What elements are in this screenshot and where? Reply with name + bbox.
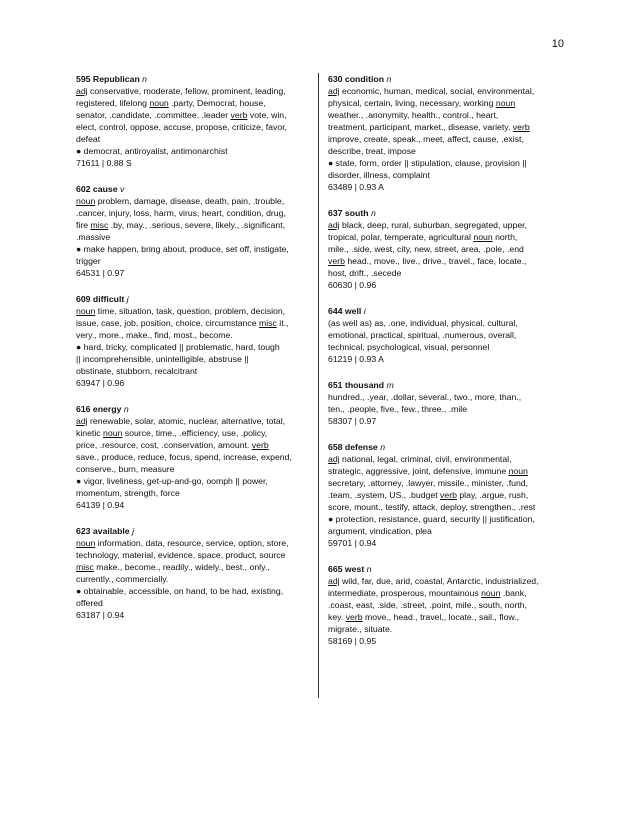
- entry-line: [76, 305, 316, 317]
- entry-word: cause: [92, 184, 118, 194]
- entry-line: [328, 391, 568, 403]
- entry-line: [328, 465, 568, 477]
- collocate-text: argument, vindication, plea: [328, 526, 432, 536]
- entry-part-of-speech: j: [126, 294, 129, 304]
- entry-headword: [328, 305, 568, 317]
- entry-line: [76, 255, 316, 267]
- dictionary-entry: [328, 379, 568, 427]
- dictionary-entry: [328, 563, 568, 647]
- entry-line: [328, 219, 568, 231]
- collocate-pos-label: misc: [76, 562, 94, 572]
- entry-part-of-speech: n: [123, 404, 129, 414]
- entry-word: well: [344, 306, 362, 316]
- collocate-text: very., more., make., find, most., become.: [76, 330, 233, 340]
- collocate-pos-label: noun: [473, 232, 493, 242]
- collocate-text: 63947 | 0.96: [76, 378, 125, 388]
- collocate-text: 64531 | 0.97: [76, 268, 125, 278]
- collocate-pos-label: misc: [259, 318, 277, 328]
- dictionary-entry: [76, 183, 316, 279]
- collocate-text: defeat: [76, 134, 101, 144]
- dictionary-entry: [328, 441, 568, 549]
- entry-rank: 616: [76, 404, 91, 414]
- entry-line: [328, 267, 568, 279]
- collocate-text: 71611 | 0.88 S: [76, 158, 132, 168]
- entry-line: [76, 121, 316, 133]
- collocate-text: head., move., live., drive., travel., face, locate.,: [344, 256, 527, 266]
- collocate-text: 60630 | 0.96: [328, 280, 377, 290]
- collocate-text: score, mount., testify, attack, deploy, strengthen., .rest: [328, 502, 536, 512]
- entry-line: [76, 365, 316, 377]
- entry-line: [76, 475, 316, 487]
- collocate-text: source, time., .efficiency, use, .policy,: [122, 428, 268, 438]
- left-column: [76, 73, 316, 635]
- collocate-text: mile., .side, west, city, new, street, area, .pole, .end: [328, 244, 524, 254]
- entry-line: [76, 133, 316, 145]
- collocate-text: treatment, participant, market., disease, variety.: [328, 122, 513, 132]
- collocate-text: 58169 | 0.95: [328, 636, 377, 646]
- entry-line: [76, 195, 316, 207]
- right-column: [328, 73, 568, 661]
- entry-line: [76, 267, 316, 279]
- collocate-text: .coast, east, .side, .street, .point, mile., south, north,: [328, 600, 527, 610]
- entry-line: [76, 341, 316, 353]
- collocate-text: 63187 | 0.94: [76, 610, 125, 620]
- collocate-text: fire: [76, 220, 91, 230]
- collocate-pos-label: adj: [76, 416, 88, 426]
- collocate-pos-label: noun: [76, 306, 96, 316]
- collocate-text: weather., .anonymity, health., control., heart,: [328, 110, 499, 120]
- entry-line: [328, 537, 568, 549]
- collocate-pos-label: adj: [328, 86, 340, 96]
- collocate-text: ● hard, tricky, complicated || problematic, hard, tough: [76, 342, 280, 352]
- collocate-text: north,: [492, 232, 518, 242]
- entry-line: [76, 329, 316, 341]
- entry-line: [328, 353, 568, 365]
- entry-line: [328, 623, 568, 635]
- collocate-text: wild, far, due, arid, coastal, Antarctic, industrialized,: [339, 576, 539, 586]
- entry-part-of-speech: n: [386, 74, 392, 84]
- collocate-text: .party, Democrat, house,: [168, 98, 266, 108]
- entry-line: [76, 243, 316, 255]
- entry-word: difficult: [92, 294, 125, 304]
- collocate-pos-label: adj: [328, 576, 340, 586]
- entry-line: [328, 133, 568, 145]
- collocate-text: intermediate, prosperous, mountainous: [328, 588, 482, 598]
- dictionary-entry: [328, 73, 568, 193]
- entry-line: [328, 453, 568, 465]
- collocate-text: it.,: [276, 318, 289, 328]
- entry-part-of-speech: n: [371, 208, 376, 218]
- entry-line: [328, 243, 568, 255]
- entry-line: [328, 599, 568, 611]
- entry-line: [76, 451, 316, 463]
- entry-line: [76, 537, 316, 549]
- collocate-text: describe, treat, impose: [328, 146, 416, 156]
- collocate-text: 64139 | 0.94: [76, 500, 125, 510]
- entry-line: [76, 317, 316, 329]
- collocate-text: .massive: [76, 232, 111, 242]
- entry-part-of-speech: j: [132, 526, 134, 536]
- collocate-text: secretary, .attorney, .lawyer, missile., minister, .fund,: [328, 478, 529, 488]
- entry-part-of-speech: i: [363, 306, 366, 316]
- collocate-text: ten., .people, five., few., three., .mile: [328, 404, 468, 414]
- entry-headword: [328, 73, 568, 85]
- dictionary-entry: [76, 293, 316, 389]
- entry-part-of-speech: n: [380, 442, 386, 452]
- collocate-text: 61219 | 0.93 A: [328, 354, 384, 364]
- collocate-text: offered: [76, 598, 103, 608]
- entry-headword: [328, 441, 568, 453]
- entry-rank: 630: [328, 74, 343, 84]
- entry-line: [328, 181, 568, 193]
- collocate-text: economic, human, medical, social, environmental,: [339, 86, 535, 96]
- collocate-text: trigger: [76, 256, 101, 266]
- entry-line: [328, 501, 568, 513]
- entry-headword: [328, 207, 568, 219]
- collocate-text: ● protection, resistance, guard, security || justification,: [328, 514, 535, 524]
- collocate-text: make., become., readily., widely., best., only.,: [93, 562, 270, 572]
- column-divider: [318, 73, 319, 698]
- collocate-text: problem, damage, disease, death, pain, .trouble,: [95, 196, 285, 206]
- entry-line: [76, 415, 316, 427]
- collocate-text: improve, create, speak., meet, affect, cause, .exist,: [328, 134, 524, 144]
- collocate-text: ● state, form, order || stipulation, clause, provision ||: [328, 158, 527, 168]
- entry-word: Republican: [92, 74, 140, 84]
- entry-line: [76, 145, 316, 157]
- collocate-text: hundred., .year, .dollar, several., two., more, than.,: [328, 392, 522, 402]
- entry-line: [328, 317, 568, 329]
- collocate-pos-label: verb: [512, 122, 530, 132]
- collocate-text: currently., commercially.: [76, 574, 169, 584]
- entry-line: [76, 109, 316, 121]
- dictionary-entry: [328, 207, 568, 291]
- entry-line: [76, 377, 316, 389]
- collocate-pos-label: verb: [345, 612, 363, 622]
- collocate-text: registered, lifelong: [76, 98, 150, 108]
- collocate-text: physical, certain, living, necessary, working: [328, 98, 496, 108]
- collocate-text: .team, .system, US., .budget: [328, 490, 441, 500]
- collocate-pos-label: noun: [495, 98, 516, 108]
- collocate-text: 63489 | 0.93 A: [328, 182, 384, 192]
- entry-line: [76, 207, 316, 219]
- collocate-text: issue, case, job, position, choice, circumstance: [76, 318, 260, 328]
- collocate-text: play, .argue, rush,: [456, 490, 529, 500]
- entry-line: [76, 609, 316, 621]
- entry-line: [328, 587, 568, 599]
- collocate-text: emotional, practical, spiritual, .numerous, overall,: [328, 330, 517, 340]
- entry-headword: [76, 73, 316, 85]
- entry-part-of-speech: n: [142, 74, 148, 84]
- entry-line: [328, 635, 568, 647]
- entry-line: [328, 403, 568, 415]
- collocate-text: .cancer, injury, loss, harm, virus, heart, condition, drug,: [76, 208, 286, 218]
- collocate-text: tropical, polar, temperate, agricultural: [328, 232, 474, 242]
- collocate-text: disorder, illness, complaint: [328, 170, 430, 180]
- entry-headword: [76, 525, 316, 537]
- collocate-text: senator, .candidate, .committee, .leader: [76, 110, 231, 120]
- entry-line: [76, 573, 316, 585]
- collocate-text: save., produce, reduce, focus, spend, increase, expend,: [76, 452, 292, 462]
- collocate-pos-label: verb: [440, 490, 457, 500]
- entry-line: [328, 329, 568, 341]
- collocate-text: elect, control, oppose, accuse, propose, criticize, favor,: [76, 122, 288, 132]
- entry-line: [328, 513, 568, 525]
- dictionary-entry: [76, 525, 316, 621]
- entry-word: energy: [92, 404, 122, 414]
- collocate-text: ● make happen, bring about, produce, set off, instigate,: [76, 244, 289, 254]
- collocate-pos-label: noun: [481, 588, 501, 598]
- entry-headword: [76, 183, 316, 195]
- collocate-text: technology, material, evidence, space, product, source: [76, 550, 286, 560]
- dictionary-entry: [76, 403, 316, 511]
- collocate-pos-label: adj: [328, 454, 340, 464]
- collocate-text: kinetic: [76, 428, 104, 438]
- entry-line: [76, 219, 316, 231]
- entry-word: thousand: [344, 380, 385, 390]
- entry-headword: [76, 403, 316, 415]
- entry-rank: 623: [76, 526, 91, 536]
- entry-line: [328, 489, 568, 501]
- collocate-text: information, data, resource, service, option, store,: [95, 538, 289, 548]
- entry-headword: [76, 293, 316, 305]
- entry-line: [76, 97, 316, 109]
- entry-line: [328, 121, 568, 133]
- entry-line: [76, 549, 316, 561]
- collocate-pos-label: noun: [149, 98, 169, 108]
- entry-line: [76, 487, 316, 499]
- entry-headword: [328, 563, 568, 575]
- collocate-text: national, legal, criminal, civil, environmental,: [339, 454, 512, 464]
- entry-word: available: [92, 526, 130, 536]
- collocate-text: conservative, moderate, fellow, prominent, leading,: [87, 86, 286, 96]
- collocate-pos-label: noun: [76, 538, 96, 548]
- collocate-text: strategic, aggressive, joint, defensive, immune: [328, 466, 509, 476]
- entry-headword: [328, 379, 568, 391]
- collocate-text: .by, may., .serious, severe, likely., .significant,: [108, 220, 286, 230]
- collocate-text: time, situation, task, question, problem, decision,: [95, 306, 286, 316]
- entry-line: [328, 415, 568, 427]
- entry-line: [328, 231, 568, 243]
- entry-word: south: [344, 208, 369, 218]
- collocate-text: vote, win,: [247, 110, 287, 120]
- entry-rank: 609: [76, 294, 91, 304]
- entry-rank: 602: [76, 184, 91, 194]
- entry-part-of-speech: v: [119, 184, 125, 194]
- entry-line: [76, 353, 316, 365]
- collocate-pos-label: adj: [328, 220, 340, 230]
- entry-rank: 665: [328, 564, 343, 574]
- entry-line: [76, 463, 316, 475]
- entry-line: [76, 157, 316, 169]
- collocate-pos-label: noun: [76, 196, 96, 206]
- entry-line: [76, 561, 316, 573]
- collocate-text: renewable, solar, atomic, nuclear, alternative, total,: [87, 416, 286, 426]
- entry-line: [328, 157, 568, 169]
- entry-rank: 651: [328, 380, 343, 390]
- entry-line: [76, 231, 316, 243]
- collocate-text: migrate., situate.: [328, 624, 393, 634]
- collocate-text: black, deep, rural, suburban, segregated, upper,: [339, 220, 527, 230]
- entry-line: [328, 145, 568, 157]
- collocate-pos-label: verb: [230, 110, 248, 120]
- entry-part-of-speech: m: [386, 380, 394, 390]
- entry-line: [76, 597, 316, 609]
- collocate-text: momentum, strength, force: [76, 488, 180, 498]
- collocate-text: move., head., travel., locate., sail., flow.,: [362, 612, 520, 622]
- entry-word: condition: [344, 74, 385, 84]
- collocate-text: 59701 | 0.94: [328, 538, 377, 548]
- collocate-text: ● vigor, liveliness, get-up-and-go, oomph || power,: [76, 476, 268, 486]
- collocate-pos-label: noun: [508, 466, 528, 476]
- entry-word: defense: [344, 442, 378, 452]
- entry-line: [76, 585, 316, 597]
- dictionary-entry: [76, 73, 316, 169]
- collocate-text: price, .resource, cost, .conservation, amount.: [76, 440, 252, 450]
- entry-rank: 658: [328, 442, 343, 452]
- entry-line: [328, 525, 568, 537]
- collocate-text: || incomprehensible, unintelligible, abstruse ||: [76, 354, 249, 364]
- collocate-text: .bank,: [500, 588, 527, 598]
- entry-rank: 644: [328, 306, 343, 316]
- collocate-text: obstinate, stubborn, recalcitrant: [76, 366, 198, 376]
- entry-line: [328, 85, 568, 97]
- collocate-pos-label: adj: [76, 86, 88, 96]
- collocate-text: 58307 | 0.97: [328, 416, 377, 426]
- entry-word: west: [344, 564, 365, 574]
- entry-line: [328, 575, 568, 587]
- collocate-text: technical, psychological, visual, personnel: [328, 342, 490, 352]
- entry-line: [328, 255, 568, 267]
- collocate-text: key.: [328, 612, 346, 622]
- entry-line: [328, 341, 568, 353]
- entry-line: [328, 169, 568, 181]
- entry-line: [76, 499, 316, 511]
- entry-line: [76, 427, 316, 439]
- entry-line: [328, 97, 568, 109]
- collocate-text: ● democrat, antiroyalist, antimonarchist: [76, 146, 228, 156]
- entry-line: [76, 85, 316, 97]
- dictionary-entry: [328, 305, 568, 365]
- page-number: 10: [551, 38, 564, 50]
- collocate-text: (as well as) as, .one, individual, physical, cultural,: [328, 318, 518, 328]
- entry-line: [328, 477, 568, 489]
- entry-part-of-speech: n: [366, 564, 372, 574]
- entry-line: [76, 439, 316, 451]
- collocate-pos-label: noun: [103, 428, 123, 438]
- collocate-pos-label: verb: [328, 256, 345, 266]
- entry-line: [328, 109, 568, 121]
- collocate-text: conserve., burn, measure: [76, 464, 175, 474]
- collocate-text: ● obtainable, accessible, on hand, to be had, existing,: [76, 586, 284, 596]
- entry-line: [328, 611, 568, 623]
- collocate-pos-label: verb: [251, 440, 269, 450]
- entry-rank: 595: [76, 74, 91, 84]
- collocate-text: host, drift., .secede: [328, 268, 402, 278]
- collocate-pos-label: misc: [90, 220, 109, 230]
- entry-line: [328, 279, 568, 291]
- entry-rank: 637: [328, 208, 343, 218]
